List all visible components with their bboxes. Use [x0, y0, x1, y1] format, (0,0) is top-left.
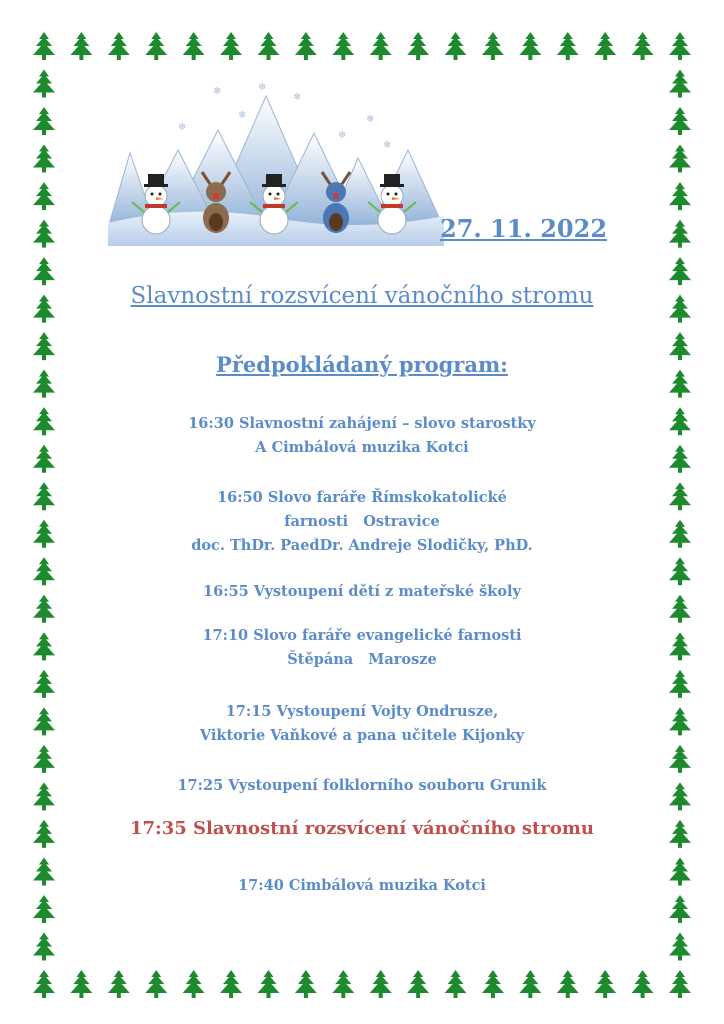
snowman-icon — [263, 185, 285, 207]
christmas-tree-icon — [33, 145, 55, 173]
christmas-tree-icon — [632, 970, 654, 998]
christmas-tree-icon — [669, 932, 691, 960]
christmas-tree-icon — [183, 970, 205, 998]
christmas-tree-icon — [145, 32, 167, 60]
christmas-tree-icon — [145, 970, 167, 998]
christmas-tree-icon — [257, 32, 279, 60]
christmas-tree-icon — [407, 32, 429, 60]
christmas-tree-icon — [33, 895, 55, 923]
program-item — [0, 874, 724, 898]
program-line: doc. ThDr. PaedDr. Andreje Slodičky, PhD. — [191, 537, 533, 554]
christmas-tree-icon — [669, 970, 691, 998]
christmas-tree-icon — [632, 32, 654, 60]
program-line: 16:55 Vystoupení dětí z mateřské školy — [203, 583, 521, 600]
christmas-tree-icon — [33, 670, 55, 698]
svg-text:❄: ❄ — [338, 130, 347, 141]
christmas-tree-icon — [669, 257, 691, 285]
christmas-tree-icon — [33, 257, 55, 285]
page-title: Slavnostní rozsvícení vánočního stromu — [130, 283, 594, 309]
program-line: 17:15 Vystoupení Vojty Ondrusze, — [225, 703, 499, 720]
program-heading: Předpokládaný program: — [216, 352, 508, 377]
svg-text:❄: ❄ — [258, 82, 267, 93]
christmas-tree-icon — [669, 107, 691, 135]
christmas-tree-icon — [33, 32, 55, 60]
christmas-tree-icon — [220, 32, 242, 60]
svg-text:❄: ❄ — [213, 86, 222, 97]
highlight-item: 17:35 Slavnostní rozsvícení vánočního stromu — [130, 818, 594, 839]
christmas-tree-icon — [519, 970, 541, 998]
svg-text:❄: ❄ — [238, 110, 247, 121]
program-item — [0, 580, 724, 604]
christmas-tree-icon — [220, 970, 242, 998]
christmas-tree-icon — [183, 32, 205, 60]
christmas-tree-icon — [33, 182, 55, 210]
christmas-tree-icon — [594, 970, 616, 998]
svg-text:❄: ❄ — [293, 92, 302, 103]
christmas-tree-icon — [445, 32, 467, 60]
christmas-tree-icon — [669, 220, 691, 248]
christmas-tree-icon — [669, 745, 691, 773]
christmas-tree-icon — [332, 970, 354, 998]
program-line: farnosti Ostravice — [284, 513, 440, 530]
christmas-tree-icon — [33, 745, 55, 773]
christmas-tree-icon — [370, 32, 392, 60]
christmas-tree-icon — [669, 70, 691, 98]
christmas-tree-icon — [669, 32, 691, 60]
christmas-tree-icon — [482, 970, 504, 998]
christmas-tree-icon — [557, 32, 579, 60]
christmas-tree-icon — [370, 970, 392, 998]
christmas-tree-icon — [70, 32, 92, 60]
christmas-tree-icon — [519, 32, 541, 60]
christmas-tree-icon — [33, 70, 55, 98]
program-item — [0, 624, 724, 672]
christmas-tree-icon — [33, 107, 55, 135]
program-item — [0, 486, 724, 558]
program-line: Štěpána Marosze — [287, 651, 437, 668]
svg-text:❄: ❄ — [383, 140, 392, 151]
christmas-tree-icon — [33, 220, 55, 248]
christmas-tree-icon — [445, 970, 467, 998]
christmas-tree-icon — [108, 32, 130, 60]
christmas-tree-icon — [482, 32, 504, 60]
svg-text:❄: ❄ — [366, 114, 375, 125]
event-date: 27. 11. 2022 — [440, 214, 608, 243]
christmas-tree-icon — [557, 970, 579, 998]
christmas-tree-icon — [108, 970, 130, 998]
snowman-icon — [145, 185, 167, 207]
christmas-tree-icon — [669, 895, 691, 923]
christmas-tree-icon — [407, 970, 429, 998]
christmas-tree-icon — [257, 970, 279, 998]
christmas-tree-icon — [295, 32, 317, 60]
program-item — [0, 774, 724, 798]
program-line: 16:30 Slavnostní zahájení – slovo starostky — [188, 415, 536, 432]
snowmen-winter-illustration — [108, 78, 444, 246]
christmas-tree-icon — [33, 932, 55, 960]
christmas-tree-icon — [332, 32, 354, 60]
program-item — [0, 700, 724, 748]
christmas-tree-icon — [70, 970, 92, 998]
svg-text:❄: ❄ — [178, 122, 187, 133]
christmas-tree-icon — [669, 182, 691, 210]
christmas-tree-icon — [669, 145, 691, 173]
program-line: 17:25 Vystoupení folklorního souboru Grunik — [177, 777, 547, 794]
snowman-icon — [381, 185, 403, 207]
christmas-tree-icon — [594, 32, 616, 60]
program-line: Viktorie Vaňkové a pana učitele Kijonky — [199, 727, 525, 744]
christmas-tree-icon — [33, 970, 55, 998]
program-item — [0, 412, 724, 460]
program-line: A Cimbálová muzika Kotci — [255, 439, 469, 456]
christmas-tree-icon — [295, 970, 317, 998]
christmas-tree-icon — [669, 670, 691, 698]
program-line: 17:10 Slovo faráře evangelické farnosti — [202, 627, 522, 644]
program-line: 17:40 Cimbálová muzika Kotci — [238, 877, 486, 894]
program-line: 16:50 Slovo faráře Římskokatolické — [217, 489, 507, 506]
